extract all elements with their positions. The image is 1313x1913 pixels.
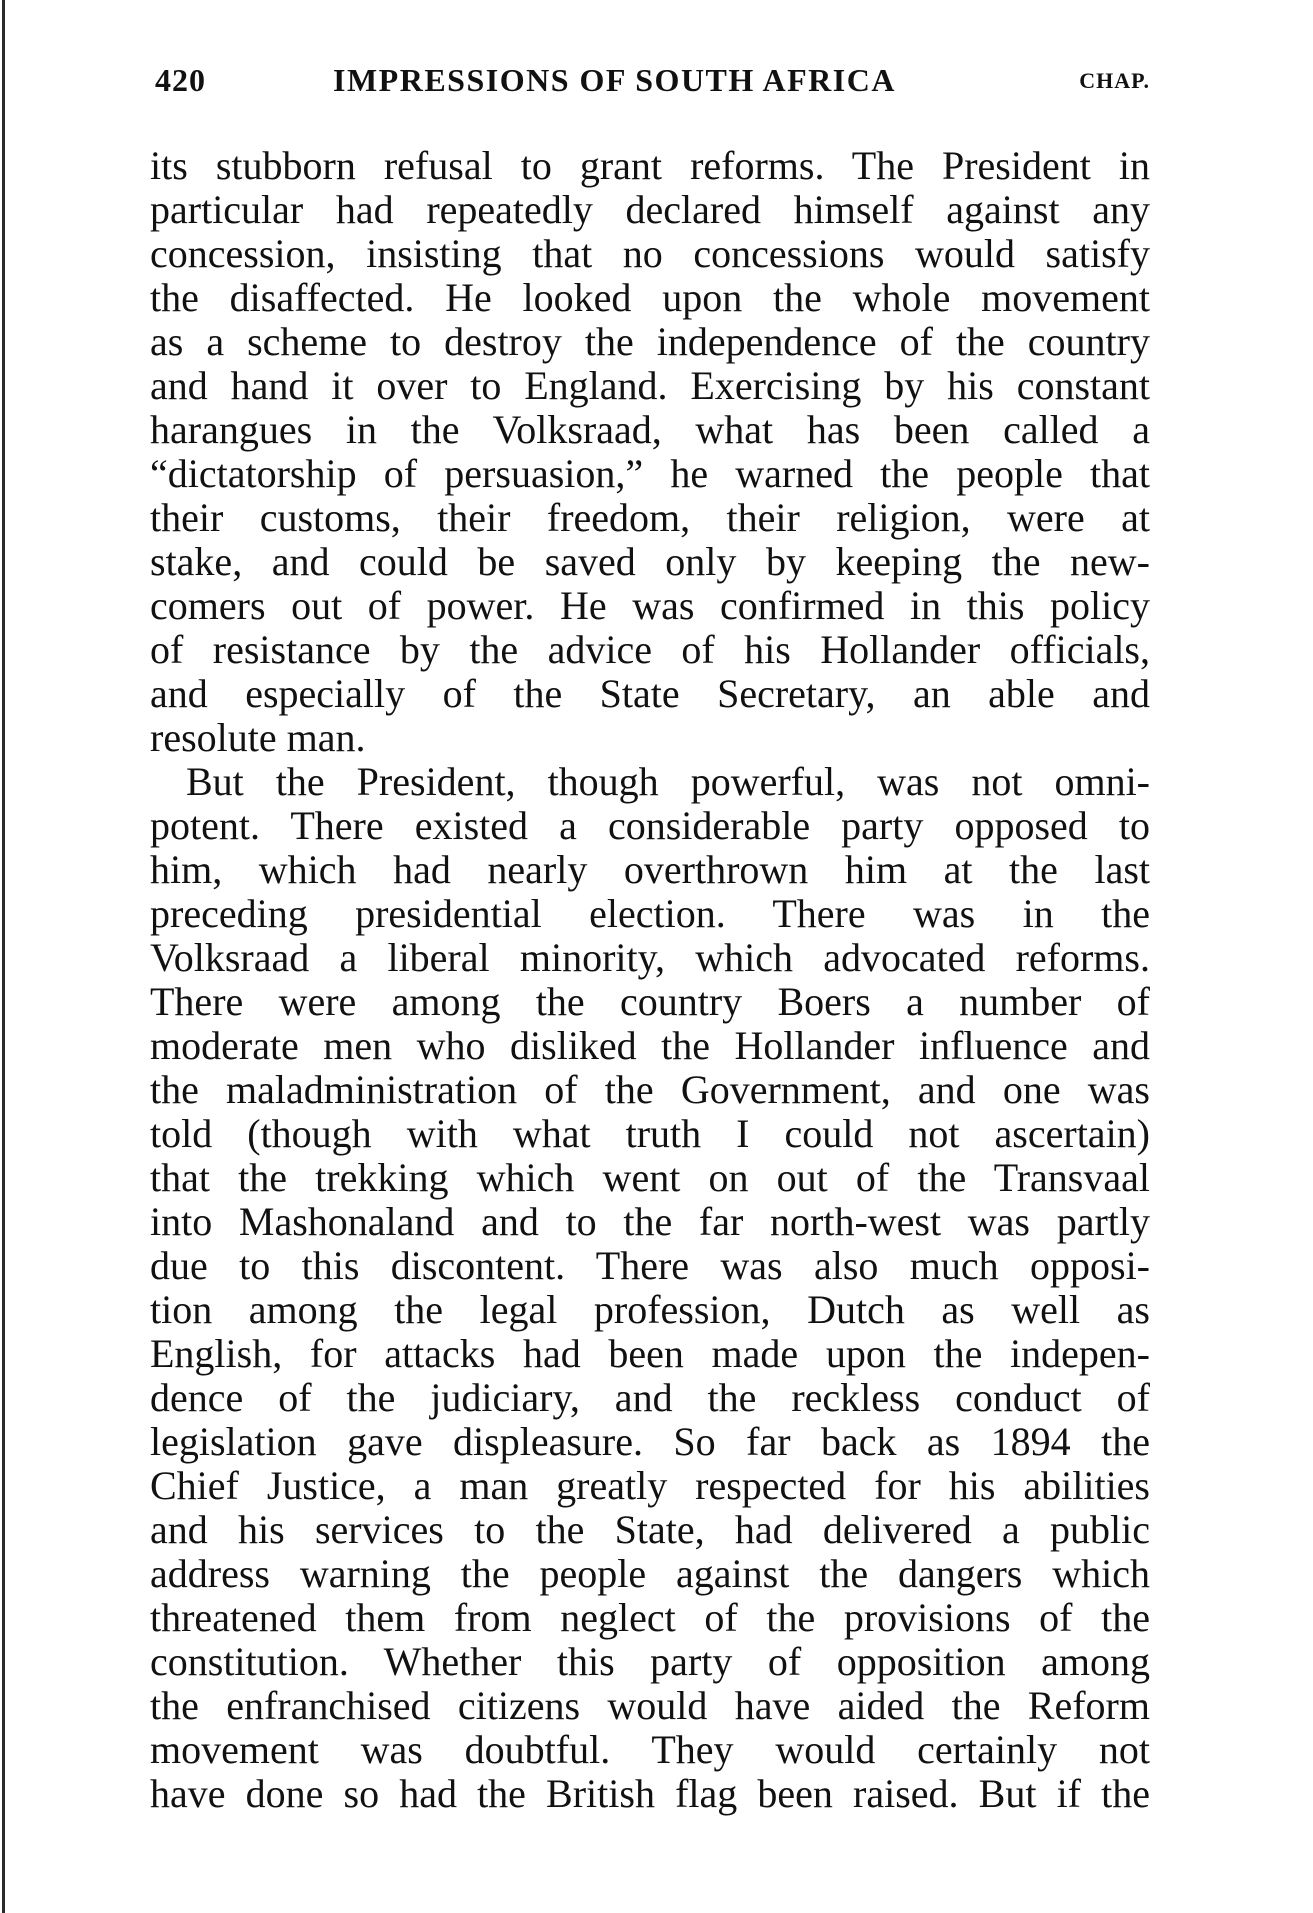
text-line: him, which had nearly overthrown him at the last (150, 847, 1150, 892)
text-line: harangues in the Volksraad, what has been called a (150, 407, 1150, 452)
text-line: the disaffected. He looked upon the whole movement (150, 275, 1150, 320)
chapter-label: CHAP. (1079, 68, 1150, 93)
text-line: due to this discontent. There was also much opposi- (150, 1243, 1150, 1288)
text-line: dence of the judiciary, and the reckless conduct of (150, 1375, 1150, 1420)
text-line: told (though with what truth I could not ascertain) (150, 1111, 1150, 1156)
text-line: threatened them from neglect of the provisions of the (150, 1595, 1150, 1640)
text-line: English, for attacks had been made upon the indepen- (150, 1331, 1150, 1376)
text-line: stake, and could be saved only by keeping the new- (150, 539, 1150, 584)
paragraph-1 (150, 144, 1150, 760)
body-text (150, 144, 1150, 1816)
text-line: of resistance by the advice of his Hollander officials, (150, 627, 1150, 672)
text-line: address warning the people against the dangers which (150, 1551, 1150, 1596)
page-gutter-edge (2, 0, 5, 1913)
text-line: that the trekking which went on out of the Transvaal (150, 1155, 1150, 1200)
text-line: “dictatorship of persuasion,” he warned the people that (150, 451, 1150, 496)
text-line: movement was doubtful. They would certainly not (150, 1727, 1150, 1772)
text-line: the maladministration of the Government, and one was (150, 1067, 1150, 1112)
text-line: concession, insisting that no concessions would satisfy (150, 231, 1150, 276)
text-line: There were among the country Boers a number of (150, 979, 1150, 1024)
text-line: and his services to the State, had delivered a public (150, 1507, 1150, 1552)
paragraph-2 (150, 760, 1150, 1816)
text-line: comers out of power. He was confirmed in this policy (150, 583, 1150, 628)
text-line: tion among the legal profession, Dutch as well as (150, 1287, 1150, 1332)
text-line: moderate men who disliked the Hollander influence and (150, 1023, 1150, 1068)
text-line: preceding presidential election. There was in the (150, 891, 1150, 936)
text-line: But the President, though powerful, was not omni- (186, 759, 1150, 804)
text-line: constitution. Whether this party of opposition among (150, 1639, 1150, 1684)
text-line: Volksraad a liberal minority, which advocated reforms. (150, 935, 1150, 980)
text-line: have done so had the British flag been raised. But if the (150, 1771, 1150, 1816)
text-line: the enfranchised citizens would have aided the Reform (150, 1683, 1150, 1728)
text-line: into Mashonaland and to the far north-west was partly (150, 1199, 1150, 1244)
text-line: resolute man. (150, 715, 366, 760)
text-line: particular had repeatedly declared himself against any (150, 187, 1150, 232)
text-line: and especially of the State Secretary, an able and (150, 671, 1150, 716)
running-title: IMPRESSIONS OF SOUTH AFRICA (333, 62, 896, 98)
text-line: their customs, their freedom, their religion, were at (150, 495, 1150, 540)
text-line: Chief Justice, a man greatly respected for his abilities (150, 1463, 1150, 1508)
text-line: and hand it over to England. Exercising by his constant (150, 363, 1150, 408)
text-line: potent. There existed a considerable party opposed to (150, 803, 1150, 848)
text-line: its stubborn refusal to grant reforms. The President in (150, 143, 1150, 188)
book-page (150, 62, 1150, 1816)
running-header (150, 62, 1150, 114)
text-line: legislation gave displeasure. So far back as 1894 the (150, 1419, 1150, 1464)
text-line: as a scheme to destroy the independence of the country (150, 319, 1150, 364)
page-number: 420 (155, 62, 206, 98)
